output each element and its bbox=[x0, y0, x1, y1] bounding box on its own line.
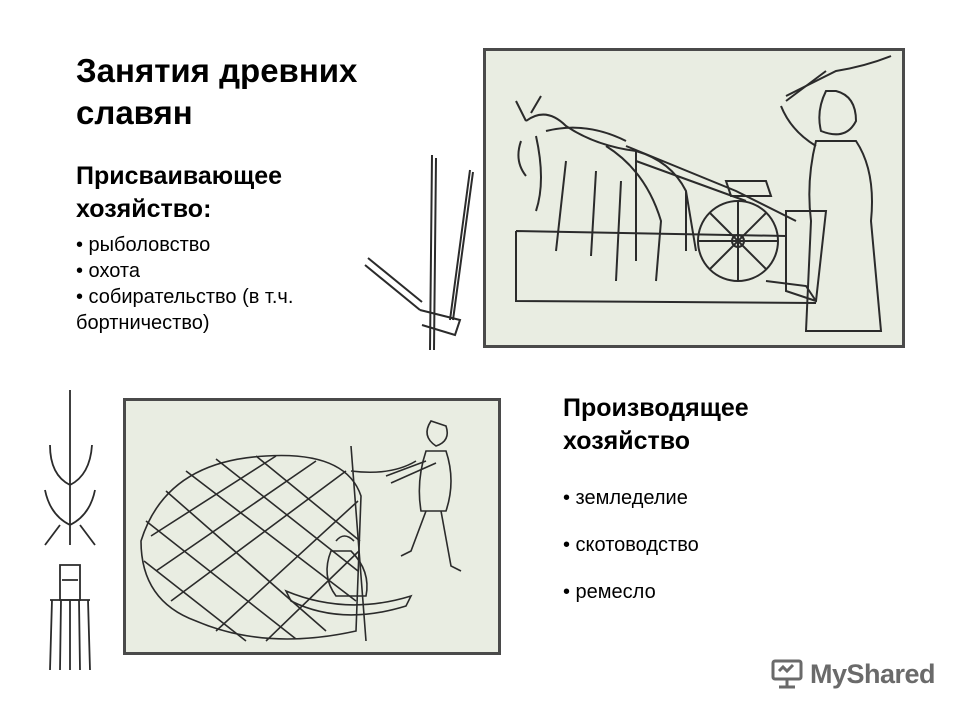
presentation-screen-icon bbox=[770, 657, 804, 691]
hoe-tools-illustration bbox=[360, 150, 480, 365]
producing-economy-heading: Производящее хозяйство bbox=[563, 394, 749, 455]
slide-title: Занятия древних славян bbox=[76, 52, 358, 131]
list-item: • рыболовство bbox=[76, 234, 211, 256]
fishing-net-illustration bbox=[123, 398, 501, 655]
producing-economy-list bbox=[563, 485, 893, 626]
appropriating-economy-heading: Присваивающее хозяйство: bbox=[76, 162, 283, 223]
horse-plough-illustration bbox=[483, 48, 905, 348]
list-item: • ремесло bbox=[563, 581, 656, 603]
appropriating-economy-list bbox=[76, 232, 376, 336]
logo-text: MyShared bbox=[810, 658, 936, 689]
list-item: • скотоводство bbox=[563, 534, 699, 556]
list-item: • земледелие bbox=[563, 487, 688, 509]
list-item: • охота bbox=[76, 260, 140, 282]
list-item: • собирательство (в т.ч. бортничество) bbox=[76, 286, 294, 334]
harpoon-and-fork-tools-illustration bbox=[30, 385, 110, 675]
myshared-logo bbox=[770, 656, 935, 692]
